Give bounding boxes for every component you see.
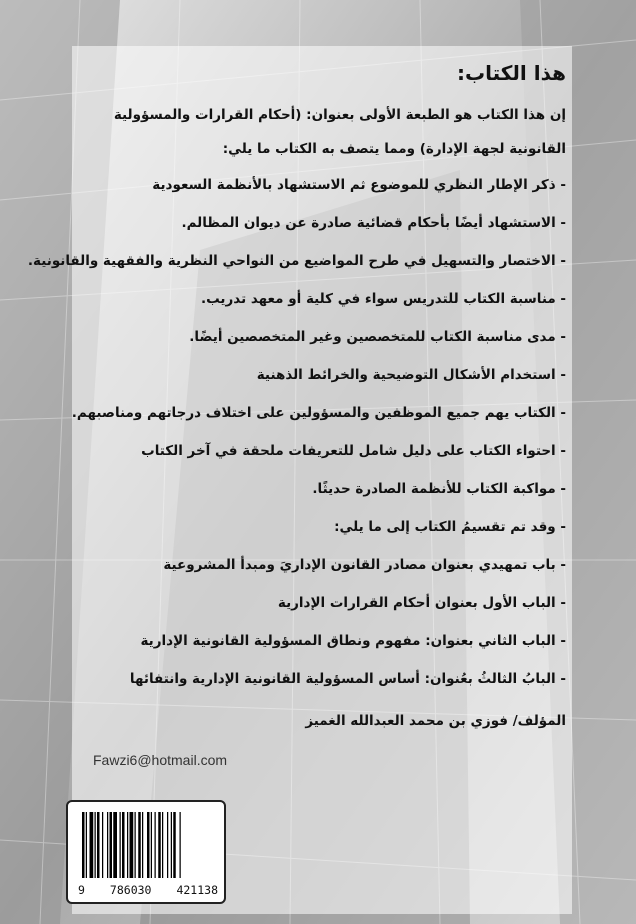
- barcode-bar: [120, 812, 121, 878]
- barcode-bar: [82, 812, 85, 878]
- barcode-bar: [110, 812, 113, 878]
- list-item: - مناسبة الكتاب للتدريس سواء في كلية أو معهد تدريب.: [201, 291, 566, 307]
- list-item: - الكتاب يهم جميع الموظفين والمسؤولين على اختلاف درجاتهم ومناصبهم.: [71, 405, 566, 421]
- back-cover-content: [27, 58, 566, 736]
- author-email: Fawzi6@hotmail.com: [93, 752, 228, 768]
- features-list: [27, 170, 566, 702]
- list-item: - البابُ الثالثُ بعُنوان: أساس المسؤولية القانونية الإدارية وانتفائها: [129, 671, 566, 687]
- list-item: - ذكر الإطار النظري للموضوع ثم الاستشهاد بالأنظمة السعودية: [152, 177, 566, 193]
- list-item: - الاختصار والتسهيل في طرح المواضيع من النواحي النظرية والفقهية والقانونية.: [27, 253, 566, 269]
- barcode-bar: [151, 812, 152, 878]
- barcode-bar: [127, 812, 128, 878]
- barcode-bar: [113, 812, 117, 878]
- isbn-barcode: [66, 800, 226, 904]
- barcode-bar: [97, 812, 100, 878]
- list-item: - الباب الثاني بعنوان: مفهوم ونطاق المسؤولية القانونية الإدارية: [140, 633, 566, 649]
- author-line: المؤلف/ فوزي بن محمد العبدالله الغميز: [305, 713, 566, 729]
- isbn-number: [78, 883, 218, 897]
- barcode-bar: [162, 812, 163, 878]
- list-item: - مواكبة الكتاب للأنظمة الصادرة حديثًا.: [312, 481, 566, 497]
- list-item: - وقد تم تقسيمُ الكتاب إلى ما يلي:: [334, 519, 566, 535]
- barcode-bar: [122, 812, 125, 878]
- barcode-bar: [180, 812, 181, 878]
- barcode-bar: [167, 812, 168, 878]
- barcode-bar: [158, 812, 161, 878]
- list-item: - استخدام الأشكال التوضيحية والخرائط الذهنية: [256, 367, 566, 383]
- barcode-bar: [90, 812, 94, 878]
- intro-paragraph: إن هذا الكتاب هو الطبعة الأولى بعنوان: (أحكام القرارات والمسؤولية القانونية لجهة الإدارة) ومما يتصف به الكتاب ما يلي:: [113, 107, 566, 157]
- barcode-bar: [86, 812, 87, 878]
- list-item: - الباب الأول بعنوان أحكام القرارات الإدارية: [277, 595, 566, 611]
- barcode-bar: [171, 812, 172, 878]
- barcode-bar: [135, 812, 136, 878]
- list-item: - مدى مناسبة الكتاب للمتخصصين وغير المتخصصين أيضًا.: [189, 329, 566, 345]
- barcode-bar: [107, 812, 108, 878]
- isbn-group-1: 786030: [109, 883, 152, 897]
- barcode-bar: [95, 812, 96, 878]
- barcode-bar: [142, 812, 143, 878]
- isbn-group-2: 421138: [176, 883, 218, 897]
- section-title: هذا الكتاب:: [456, 61, 566, 85]
- barcode-bar: [102, 812, 103, 878]
- barcode-bar: [155, 812, 156, 878]
- list-item: - باب تمهيدي بعنوان مصادر القانون الإداريَ ومبدأ المشروعية: [163, 557, 566, 573]
- list-item: - الاستشهاد أيضًا بأحكام قضائية صادرة عن ديوان المظالم.: [181, 215, 566, 231]
- barcode-bar: [138, 812, 141, 878]
- barcode-bars: [82, 812, 214, 878]
- list-item: - احتواء الكتاب على دليل شامل للتعريفات ملحقة في آخر الكتاب: [141, 443, 566, 459]
- barcode-bar: [173, 812, 176, 878]
- barcode-bar: [147, 812, 150, 878]
- barcode-bar: [130, 812, 134, 878]
- isbn-prefix: 9: [78, 883, 85, 897]
